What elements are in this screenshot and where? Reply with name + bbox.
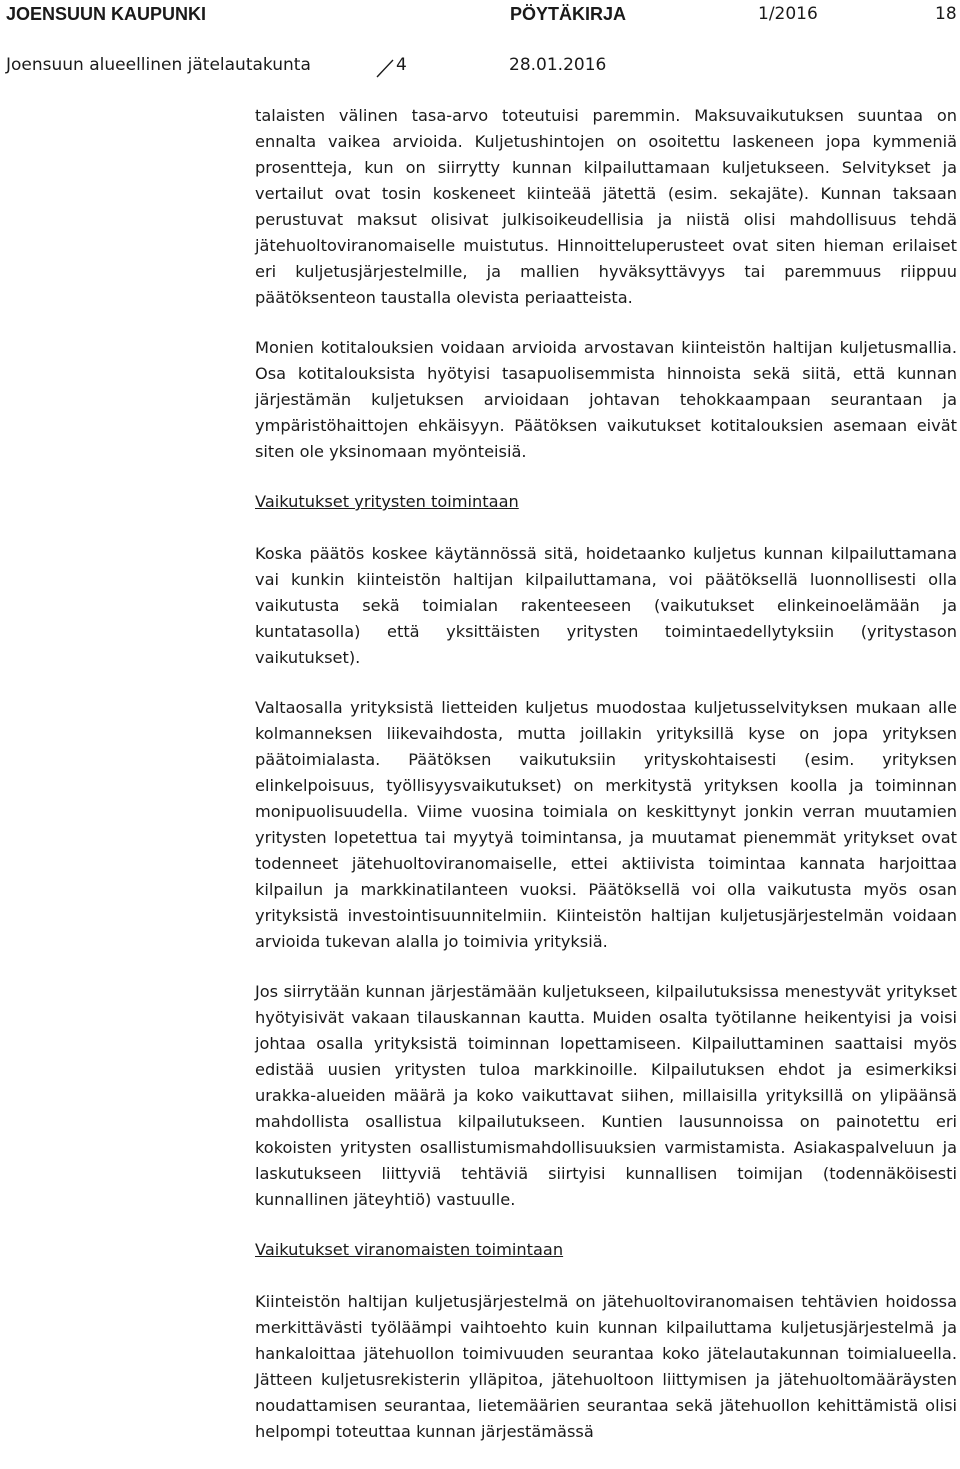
board-name: Joensuun alueellinen jätelautakunta <box>6 55 311 75</box>
organization-name: JOENSUUN KAUPUNKI <box>6 4 207 24</box>
section-number: 4 <box>396 55 407 75</box>
paragraph: Jos siirrytään kunnan järjestämään kuljetukseen, kilpailutuksissa menestyvät yritykset hyötyisivät vakaan tilauskannan kautta. Muiden osalta työtilanne heikentyisi ja voisi johtaa osalla yrityksistä toiminnan lopettamiseen. Kilpailuttaminen saattaisi myös edistää uusien yritysten tuloa markkinoille. Kilpailutuksen ehdot ja esimerkiksi urakka-alueiden määrä ja koko vaikuttavat siihen, millaisilla yrityksillä on ylipäänsä mahdollista osallistua kilpailutukseen. Kuntien lausunnoissa on painotettu eri kokoisten yritysten osallistumismahdollisuuksien varmistamista. Asiakaspalveluun ja laskutukseen liittyviä tehtäviä siirtyisi kunnallisen toimijan (todennäköisesti kunnallinen jäteyhtiö) vastuulle. <box>255 982 957 1209</box>
paragraph: Kiinteistön haltijan kuljetusjärjestelmä on jätehuoltoviranomaisen tehtävien hoidossa merkittävästi työläämpi vaihtoehto kuin kunnan kilpailuttama kuljetusjärjestelmä ja hankaloittaa jätehuollon toimivuuden seurantaa koko jätelautakunnan toimialueella. Jätteen kuljetusrekisterin ylläpitoa, jätehuoltoon liittymisen ja jätehuoltomääräysten noudattamisen seurantaa, lietemäärien seurantaa sekä jätehuollon kehittämistä olisi helpompi toteuttaa kunnan järjestämässä <box>255 1292 957 1441</box>
paragraph: Monien kotitalouksien voidaan arvioida arvostavan kiinteistön haltijan kuljetusmallia. Osa kotitalouksista hyötyisi tasapuolisemmista hinnoista sekä siitä, että kunnan järjestämän kuljetuksen arvioidaan johtavan tehokkaampaan seurantaan ja ympäristöhaittojen ehkäisyyn. Päätöksen vaikutukset kotitalouksien asemaan eivät siten ole yksinomaan myönteisiä. <box>255 338 957 461</box>
paragraph: Koska päätös koskee käytännössä sitä, hoidetaanko kuljetus kunnan kilpailuttamana vai kunkin kiinteistön haltijan kilpailuttamana, voi päätöksellä luonnollisesti olla vaikutusta sekä toimialan rakenteeseen (vaikutukset elinkeinoelämään ja kuntatasolla) että yksittäisten yritysten toimintaedellytyksiin (yritystason vaikutukset). <box>255 544 957 667</box>
document-body <box>255 103 957 1469</box>
document-header <box>0 0 960 80</box>
page-number: 18 <box>935 4 957 24</box>
section-heading: Vaikutukset yritysten toimintaan <box>255 492 519 511</box>
document-number: 1/2016 <box>758 4 818 24</box>
section-heading: Vaikutukset viranomaisten toimintaan <box>255 1240 564 1259</box>
document-type: PÖYTÄKIRJA <box>510 4 627 24</box>
paragraph: Valtaosalla yrityksistä lietteiden kuljetus muodostaa kuljetusselvityksen mukaan alle kolmanneksen liikevaihdosta, mutta joillakin yrityksillä kyse on jopa yrityksen päätoimialasta. Päätöksen vaikutuksiin yrityskohtaisesti (esim. yrityksen elinkelpoisuus, työllisyysvaikutukset) on merkitystä yrityksen koolla ja toiminnan monipuolisuudella. Viime vuosina toimiala on keskittynyt jonkin verran muutamien yritysten lopetettua tai myytyä toimintansa, ja muutamat pienemmät yritykset ovat todenneet jätehuoltoviranomaiselle, ettei aktiivista toimintaa kannata harjoittaa kilpailun ja markkinatilanteen vuoksi. Päätöksellä voi olla vaikutusta myös osan yrityksistä investointisuunnitelmiin. Kiinteistön haltijan kuljetusjärjestelmän voidaan arvioida tukevan alalla jo toimivia yrityksiä. <box>255 698 957 951</box>
section-marker-icon <box>376 58 394 78</box>
paragraph: talaisten välinen tasa-arvo toteutuisi paremmin. Maksuvaikutuksen suuntaa on ennalta vaikea arvioida. Kuljetushintojen on osoitettu laskeneen jopa kymmeniä prosentteja, kun on siirrytty kunnan kilpailuttamaan kuljetukseen. Selvitykset ja vertailut ovat tosin koskeneet kiinteää jätettä (esim. sekajäte). Kunnan taksaan perustuvat maksut olisivat julkisoikeudellisia ja niistä olisi mahdollisuus tehdä jätehuoltoviranomaiselle muistutus. Hinnoitteluperusteet ovat siten hieman erilaiset eri kuljetusjärjestelmille, ja mallien hyväksyttävyys tai paremmuus riippuu päätöksenteon taustalla olevista periaatteista. <box>255 106 957 307</box>
meeting-date: 28.01.2016 <box>509 55 607 75</box>
